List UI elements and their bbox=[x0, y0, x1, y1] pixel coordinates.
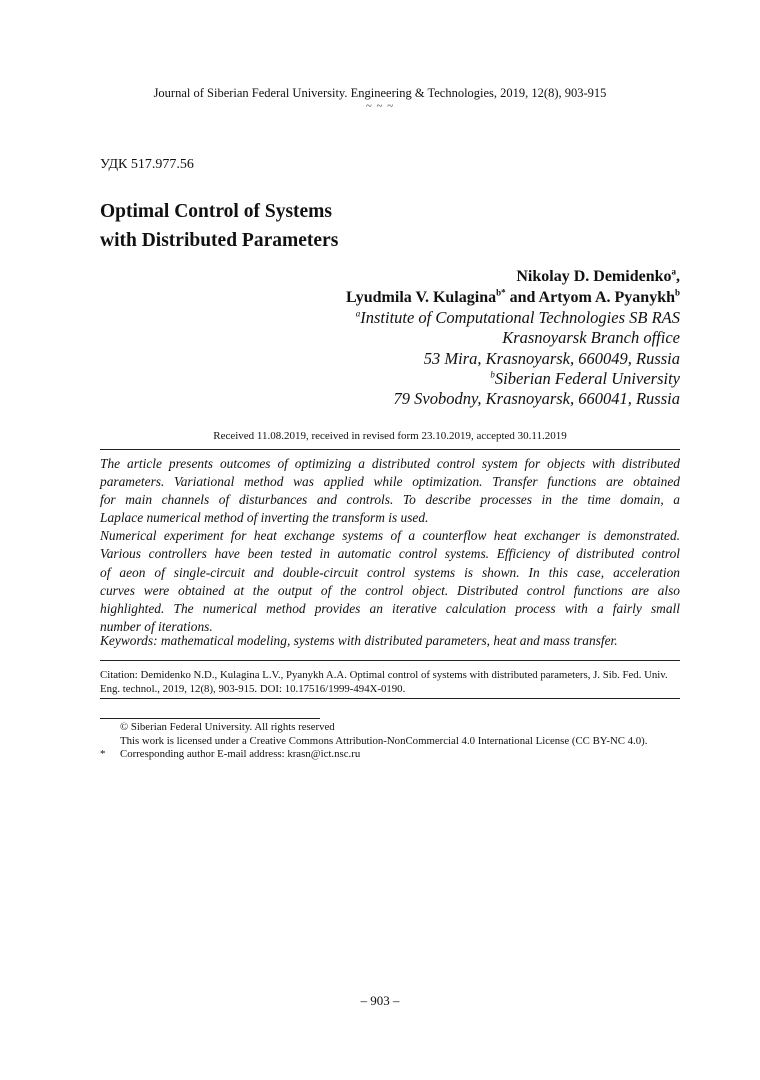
author-sup: b* bbox=[496, 287, 506, 298]
footnote-rule bbox=[100, 718, 320, 719]
citation: Citation: Demidenko N.D., Kulagina L.V., Pyanykh A.A. Optimal control of systems with distributed parameters, J. Sib. Fed. Univ. Eng. technol., 2019, 12(8), 903-915. DOI: 10.17516/1999-494X-0190. bbox=[100, 669, 668, 695]
affil-sup: b bbox=[490, 369, 495, 380]
author-name: Lyudmila V. Kulagina bbox=[345, 289, 497, 306]
affiliations bbox=[356, 308, 680, 409]
title-line: with Distributed Parameters bbox=[100, 230, 339, 251]
footnotes bbox=[100, 721, 647, 762]
affil-sup: a bbox=[355, 308, 361, 319]
affil-line: Siberian Federal University bbox=[494, 368, 680, 388]
divider bbox=[100, 698, 680, 699]
author-name: Nikolay D. Demidenko bbox=[516, 268, 672, 285]
copyright-note: © Siberian Federal University. All rights reserved bbox=[120, 721, 335, 733]
udk-code: УДК 517.977.56 bbox=[100, 157, 194, 172]
divider bbox=[100, 449, 680, 450]
abstract-line: Numerical experiment for heat exchange systems of a counterflow heat exchanger is demonstrated. bbox=[100, 528, 680, 544]
journal-header: Journal of Siberian Federal University. Engineering & Technologies, 2019, 12(8), 903-915 bbox=[153, 86, 607, 100]
author-conjunction: and bbox=[505, 289, 539, 306]
abstract-line: of aeon of single-circuit and double-circuit control systems is shown. In this case, acceleration bbox=[100, 564, 680, 580]
corresponding-author: Corresponding author E-mail address: krasn@ict.nsc.ru bbox=[120, 748, 361, 761]
keywords: Keywords: mathematical modeling, systems with distributed parameters, heat and mass transfer. bbox=[100, 633, 618, 648]
affil-line: Institute of Computational Technologies SB RAS bbox=[360, 308, 680, 327]
author-sup: a bbox=[671, 266, 676, 277]
header-ornament: ~ ~ ~ bbox=[365, 100, 395, 112]
abstract-line: curves were obtained at the output of the control object. Distributed control functions are also bbox=[100, 582, 680, 598]
abstract-line: Laplace numerical method of inverting the transform is used. bbox=[100, 510, 429, 526]
footnote-star: * bbox=[100, 748, 106, 761]
affil-line: Krasnoyarsk Branch office bbox=[502, 328, 680, 348]
affil-line: 53 Mira, Krasnoyarsk, 660049, Russia bbox=[423, 348, 680, 368]
authors: Nikolay D. Demidenko$^a$, Lyudmila V. Kulagina$^{b*}$ and Artyom A. Pyanykh$^b$ bbox=[345, 266, 680, 306]
abstract-line: number of iterations. bbox=[100, 618, 213, 634]
page-number: – 903 – bbox=[360, 993, 400, 1008]
title-line: Optimal Control of Systems bbox=[100, 201, 333, 222]
abstract-line: Various controllers have been tested in automatic control systems. Efficiency of distributed control bbox=[100, 546, 680, 562]
abstract-line: parameters. Variational method was applied while optimization. Transfer functions are obtained bbox=[100, 474, 680, 490]
license-note: This work is licensed under a Creative Commons Attribution-NonCommercial 4.0 International License (CC BY-NC 4.0). bbox=[120, 734, 648, 747]
abstract-line: for main channels of disturbances and controls. To describe processes in the time domain, a bbox=[100, 492, 680, 508]
abstract-line: The article presents outcomes of optimizing a distributed control system for objects with distributed bbox=[100, 456, 680, 471]
article-title bbox=[100, 197, 338, 255]
abstract bbox=[100, 455, 680, 636]
author-name: Artyom A. Pyanykh bbox=[538, 289, 675, 306]
affil-line: 79 Svobodny, Krasnoyarsk, 660041, Russia bbox=[393, 389, 680, 409]
author-sup: b bbox=[674, 287, 680, 298]
abstract-line: highlighted. The numerical method provides an iterative calculation process with a fairly small bbox=[100, 600, 680, 616]
received-dates: Received 11.08.2019, received in revised form 23.10.2019, accepted 30.11.2019 bbox=[213, 430, 567, 442]
divider bbox=[100, 660, 680, 661]
